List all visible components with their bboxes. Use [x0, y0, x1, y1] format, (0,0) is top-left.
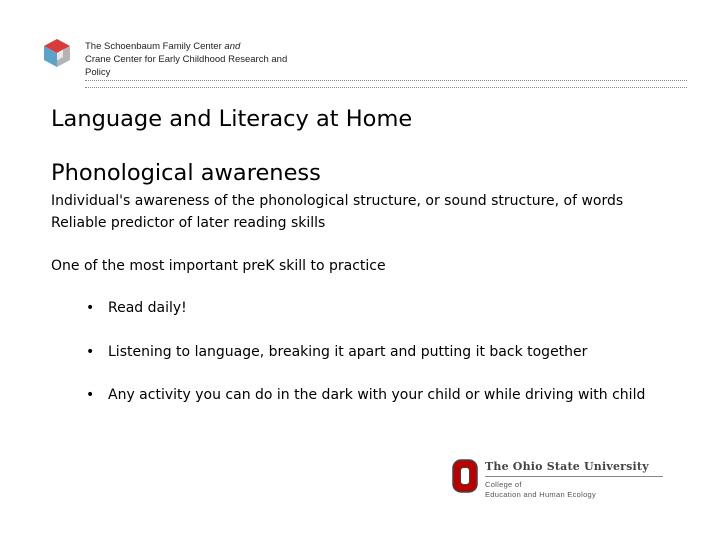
list-item-text: Read daily!: [108, 300, 187, 316]
university-divider: [485, 476, 663, 477]
list-item: [86, 385, 645, 405]
list-item: [86, 342, 587, 362]
header-divider-top: [85, 80, 687, 81]
list-item: [86, 298, 187, 318]
center-name-line3: Policy: [85, 67, 111, 78]
list-item-text: Listening to language, breaking it apart and putting it back together: [108, 344, 588, 360]
definition-text: Individual's awareness of the phonological structure, or sound structure, of words: [51, 193, 624, 209]
university-name: The Ohio State University: [485, 460, 649, 473]
cube-logo-icon: [42, 37, 72, 69]
block-o-icon: [452, 459, 478, 493]
bullet-marker: •: [86, 387, 95, 403]
center-name-line1: The Schoenbaum Family Center and: [85, 41, 241, 52]
bullet-marker: •: [86, 300, 95, 316]
college-name: [485, 480, 596, 499]
bullet-marker: •: [86, 344, 95, 360]
center-name-line2: Crane Center for Early Childhood Research and: [85, 54, 288, 65]
college-line1: College of: [485, 480, 522, 489]
section-heading: Phonological awareness: [51, 160, 321, 186]
importance-text: One of the most important preK skill to practice: [51, 258, 386, 274]
center-name: [85, 40, 345, 79]
list-item-text: Any activity you can do in the dark with your child or while driving with child: [108, 387, 646, 403]
slide-title: Language and Literacy at Home: [51, 106, 413, 132]
predictor-text: Reliable predictor of later reading skills: [51, 215, 326, 231]
college-line2: Education and Human Ecology: [485, 489, 597, 499]
header-divider-bottom: [85, 87, 687, 88]
